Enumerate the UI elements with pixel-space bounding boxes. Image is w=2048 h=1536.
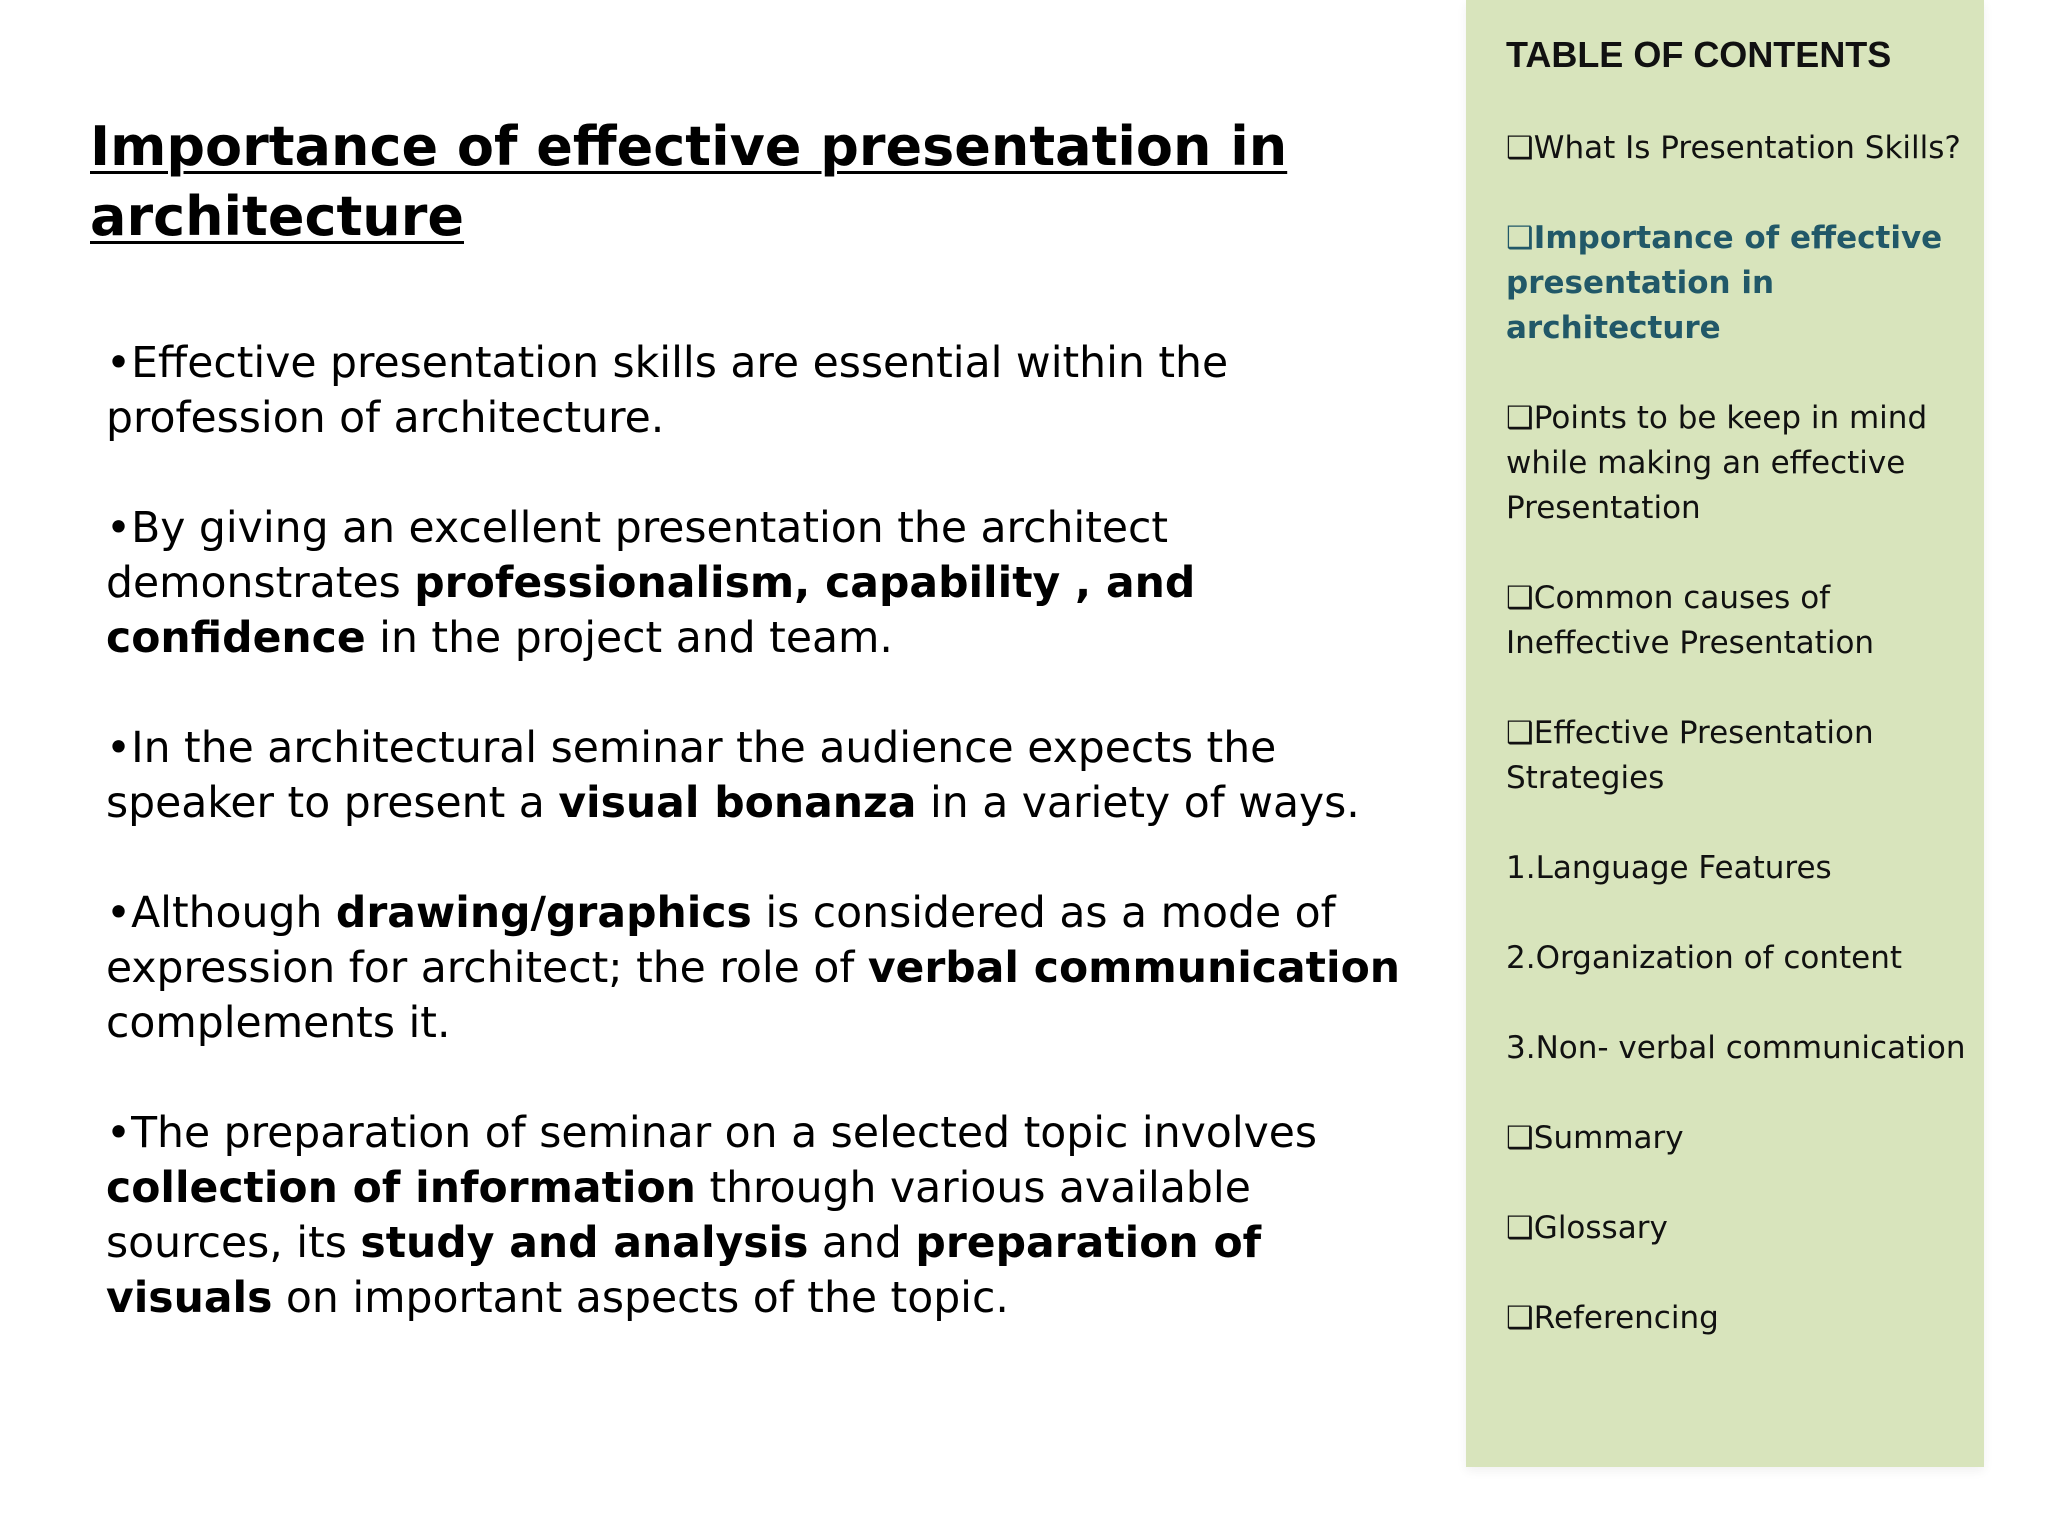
toc-item-points-to-keep-in-mind[interactable] (1506, 396, 1971, 531)
bullet-paragraph (106, 886, 1416, 1051)
paragraph-emphasis: drawing/graphics (335, 889, 752, 938)
toc-item-label: 3.Non- verbal communication (1506, 1030, 1966, 1066)
paragraph-emphasis: verbal communication (867, 944, 1401, 993)
paragraph-text: is considered as a mode of expression for architect; the role of (106, 889, 1336, 993)
toc-item-language-features[interactable] (1506, 846, 1971, 891)
checkbox-icon: ❑ (1506, 1120, 1534, 1156)
toc-item-label: Effective Presentation Strategies (1506, 715, 1874, 796)
checkbox-icon: ❑ (1506, 130, 1534, 166)
toc-item-label: What Is Presentation Skills? (1533, 130, 1961, 166)
toc-list (1506, 126, 1971, 1386)
slide-title: Importance of effective presentation in architecture (90, 115, 1288, 248)
paragraph-text: •Effective presentation skills are essential within the profession of architecture. (106, 339, 1229, 443)
paragraph-text: on important aspects of the topic. (272, 1274, 1009, 1323)
toc-item-label: 2.Organization of content (1506, 940, 1903, 976)
checkbox-icon: ❑ (1506, 220, 1534, 256)
toc-item-referencing[interactable] (1506, 1296, 1971, 1341)
paragraph-emphasis: visual bonanza (558, 779, 917, 828)
toc-item-label: Summary (1533, 1120, 1684, 1156)
toc-item-label: Importance of effective presentation in architecture (1506, 220, 1943, 346)
checkbox-icon: ❑ (1506, 400, 1534, 436)
paragraph-emphasis: study and analysis (360, 1219, 809, 1268)
slide-content (106, 336, 1416, 1381)
toc-item-label: Glossary (1533, 1210, 1668, 1246)
toc-item-summary[interactable] (1506, 1116, 1971, 1161)
table-of-contents-panel (1466, 0, 1984, 1467)
paragraph-text: •The preparation of seminar on a selected topic involves (106, 1109, 1318, 1158)
toc-item-label: Points to be keep in mind while making an effective Presentation (1506, 400, 1928, 526)
paragraph-text: •By giving an excellent presentation the architect demonstrates (106, 504, 1169, 608)
toc-item-label: Common causes of Ineffective Presentation (1506, 580, 1875, 661)
paragraph-text: complements it. (106, 999, 451, 1048)
paragraph-text: •Although (106, 889, 336, 938)
paragraph-emphasis: professionalism, capability , and confidence (106, 559, 1196, 663)
bullet-paragraph (106, 721, 1416, 831)
toc-item-glossary[interactable] (1506, 1206, 1971, 1251)
toc-heading: TABLE OF CONTENTS (1506, 34, 1892, 75)
bullet-paragraph (106, 336, 1416, 446)
checkbox-icon: ❑ (1506, 715, 1534, 751)
toc-item-label: Referencing (1533, 1300, 1719, 1336)
paragraph-text: through various available sources, its (106, 1164, 1251, 1268)
toc-item-organization-of-content[interactable] (1506, 936, 1971, 981)
toc-item-common-causes[interactable] (1506, 576, 1971, 666)
paragraph-text: •In the architectural seminar the audience expects the speaker to present a (106, 724, 1277, 828)
bullet-paragraph (106, 501, 1416, 666)
checkbox-icon: ❑ (1506, 580, 1534, 616)
checkbox-icon: ❑ (1506, 1210, 1534, 1246)
toc-item-importance-of-effective-presentation[interactable] (1506, 216, 1971, 351)
toc-item-what-is-presentation-skills[interactable] (1506, 126, 1971, 171)
paragraph-text: and (808, 1219, 916, 1268)
paragraph-emphasis: collection of information (106, 1164, 696, 1213)
paragraph-text: in the project and team. (365, 614, 893, 663)
toc-item-non-verbal-communication[interactable] (1506, 1026, 1971, 1071)
toc-item-label: 1.Language Features (1506, 850, 1832, 886)
paragraph-text: in a variety of ways. (916, 779, 1360, 828)
paragraph-emphasis: preparation of visuals (106, 1219, 1262, 1323)
bullet-paragraph (106, 1106, 1416, 1326)
checkbox-icon: ❑ (1506, 1300, 1534, 1336)
toc-item-effective-presentation-strategies[interactable] (1506, 711, 1971, 801)
